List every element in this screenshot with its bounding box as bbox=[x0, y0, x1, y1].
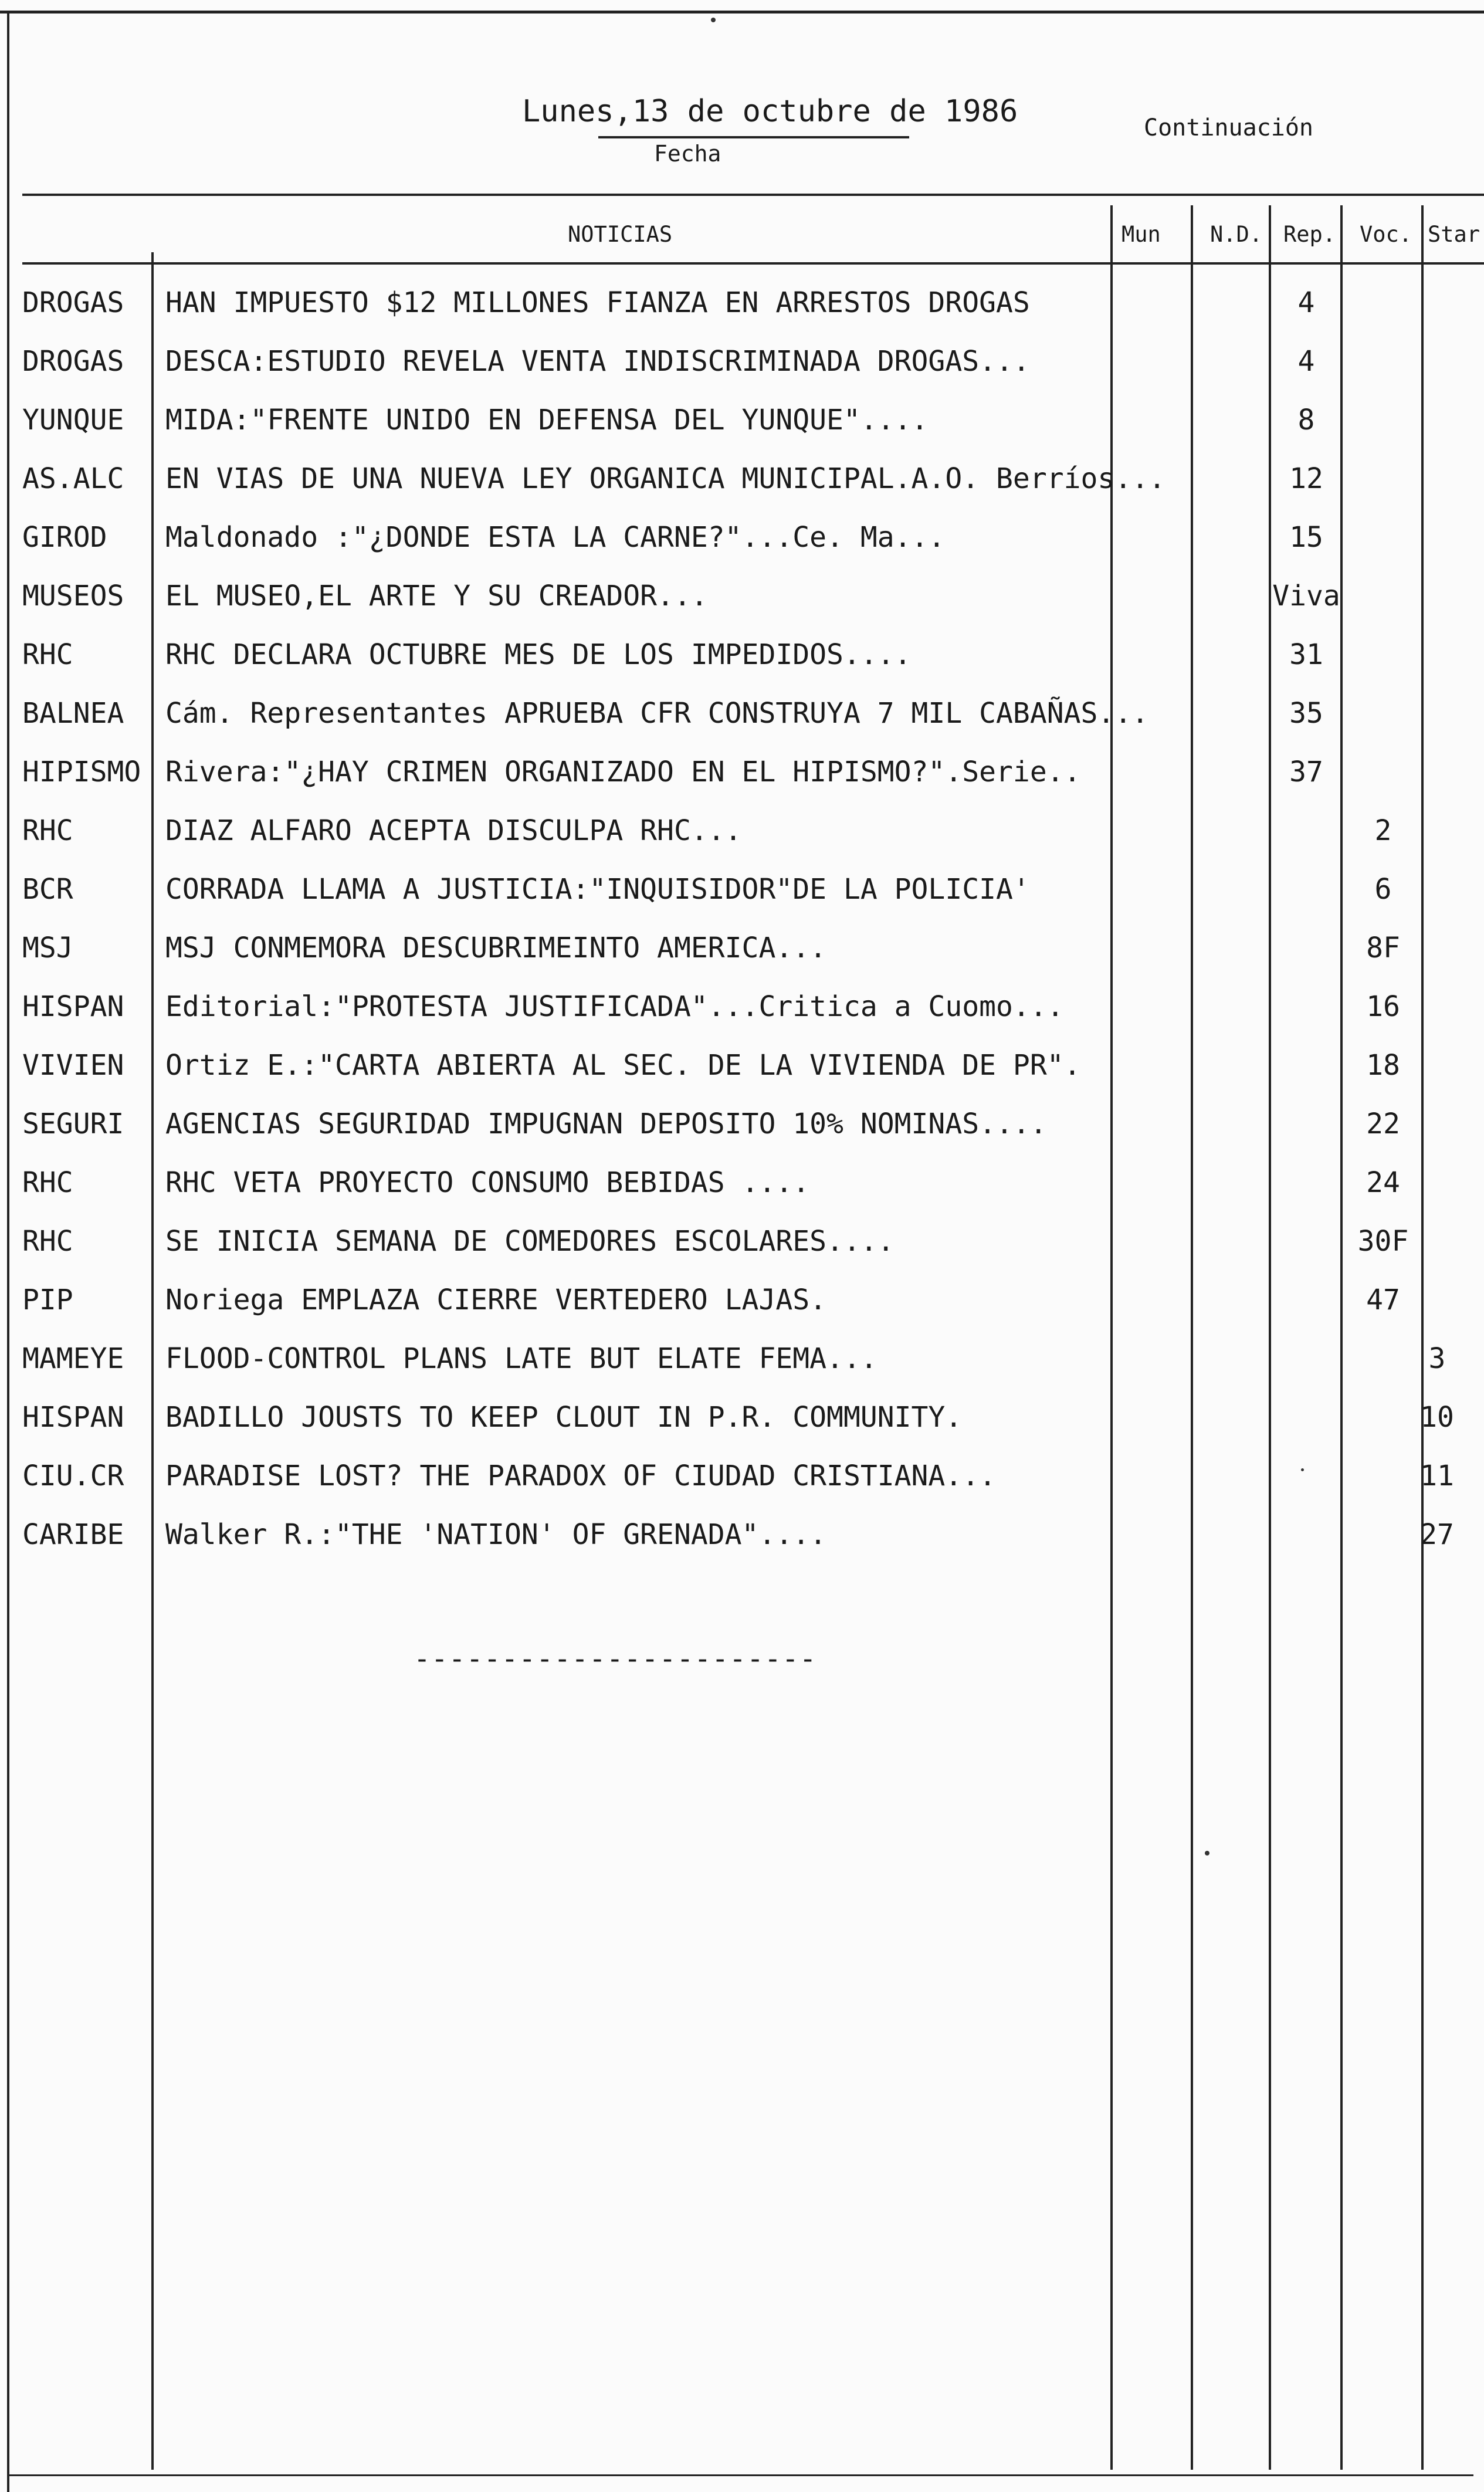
row-section-tag: RHC bbox=[22, 814, 73, 847]
column-header-rep: Rep. bbox=[1283, 222, 1336, 247]
row-page-number: 35 bbox=[1289, 697, 1323, 730]
row-page-number: 31 bbox=[1289, 638, 1323, 671]
row-page-number: 12 bbox=[1289, 462, 1323, 495]
bottom-border bbox=[7, 2474, 1473, 2476]
column-header-star: Star bbox=[1428, 222, 1480, 247]
row-page-number: 8F bbox=[1366, 932, 1400, 964]
row-headline: RHC VETA PROYECTO CONSUMO BEBIDAS .... bbox=[165, 1166, 810, 1199]
row-headline: MSJ CONMEMORA DESCUBRIMEINTO AMERICA... bbox=[165, 932, 827, 964]
row-section-tag: HIPISMO bbox=[22, 756, 141, 788]
column-header-voc: Voc. bbox=[1360, 222, 1412, 247]
row-section-tag: BALNEA bbox=[22, 697, 124, 730]
scan-speck bbox=[711, 18, 716, 22]
column-rule-star bbox=[1421, 205, 1424, 2470]
row-section-tag: PIP bbox=[22, 1284, 73, 1316]
row-page-number: 30F bbox=[1357, 1225, 1409, 1258]
row-page-number: 11 bbox=[1420, 1460, 1454, 1492]
row-page-number: 10 bbox=[1420, 1401, 1454, 1434]
row-section-tag: DROGAS bbox=[22, 345, 124, 378]
end-separator: ----------------------- bbox=[414, 1643, 817, 1675]
row-headline: Maldonado :"¿DONDE ESTA LA CARNE?"...Ce. Ma... bbox=[165, 521, 946, 554]
row-page-number: 24 bbox=[1366, 1166, 1400, 1199]
row-page-number: 6 bbox=[1374, 873, 1392, 906]
date-label: Fecha bbox=[654, 141, 721, 167]
row-page-number: 16 bbox=[1366, 990, 1400, 1023]
top-border bbox=[0, 11, 1484, 13]
row-page-number: 4 bbox=[1297, 286, 1315, 319]
row-page-number: 8 bbox=[1297, 404, 1315, 436]
column-rule-mun bbox=[1110, 205, 1113, 2470]
row-page-number: 22 bbox=[1366, 1108, 1400, 1140]
row-page-number: 4 bbox=[1297, 345, 1315, 378]
row-section-tag: RHC bbox=[22, 1225, 73, 1258]
row-headline: Walker R.:"THE 'NATION' OF GRENADA".... bbox=[165, 1518, 827, 1551]
row-headline: BADILLO JOUSTS TO KEEP CLOUT IN P.R. COMMUNITY. bbox=[165, 1401, 963, 1434]
date-underline bbox=[598, 136, 909, 138]
column-rule-tag bbox=[151, 252, 154, 2470]
row-headline: PARADISE LOST? THE PARADOX OF CIUDAD CRISTIANA... bbox=[165, 1460, 997, 1492]
row-headline: MIDA:"FRENTE UNIDO EN DEFENSA DEL YUNQUE".... bbox=[165, 404, 929, 436]
column-header-mun: Mun bbox=[1122, 222, 1161, 247]
row-page-number: 3 bbox=[1428, 1342, 1446, 1375]
row-section-tag: CARIBE bbox=[22, 1518, 124, 1551]
row-headline: Rivera:"¿HAY CRIMEN ORGANIZADO EN EL HIPISMO?".Serie.. bbox=[165, 756, 1081, 788]
row-section-tag: VIVIEN bbox=[22, 1049, 124, 1082]
row-headline: DESCA:ESTUDIO REVELA VENTA INDISCRIMINADA DROGAS... bbox=[165, 345, 1030, 378]
row-page-number: 47 bbox=[1366, 1284, 1400, 1316]
row-section-tag: YUNQUE bbox=[22, 404, 124, 436]
continuation-label: Continuación bbox=[1144, 114, 1313, 141]
row-headline: AGENCIAS SEGURIDAD IMPUGNAN DEPOSITO 10% NOMINAS.... bbox=[165, 1108, 1047, 1140]
row-section-tag: HISPAN bbox=[22, 990, 124, 1023]
row-section-tag: MSJ bbox=[22, 932, 73, 964]
row-section-tag: RHC bbox=[22, 638, 73, 671]
row-section-tag: GIROD bbox=[22, 521, 107, 554]
row-page-number: 37 bbox=[1289, 756, 1323, 788]
row-headline: RHC DECLARA OCTUBRE MES DE LOS IMPEDIDOS.... bbox=[165, 638, 912, 671]
row-headline: Cám. Representantes APRUEBA CFR CONSTRUYA 7 MIL CABAÑAS... bbox=[165, 697, 1149, 730]
table-header-rule bbox=[22, 262, 1484, 265]
row-section-tag: MAMEYE bbox=[22, 1342, 124, 1375]
row-headline: HAN IMPUESTO $12 MILLONES FIANZA EN ARRESTOS DROGAS bbox=[165, 286, 1030, 319]
row-section-tag: AS.ALC bbox=[22, 462, 124, 495]
scan-speck bbox=[1205, 1851, 1209, 1856]
row-section-tag: MUSEOS bbox=[22, 580, 124, 612]
row-headline: CORRADA LLAMA A JUSTICIA:"INQUISIDOR"DE LA POLICIA' bbox=[165, 873, 1030, 906]
row-section-tag: BCR bbox=[22, 873, 73, 906]
row-headline: EL MUSEO,EL ARTE Y SU CREADOR... bbox=[165, 580, 708, 612]
column-header-nd: N.D. bbox=[1210, 222, 1263, 247]
document-date: Lunes,13 de octubre de 1986 bbox=[522, 94, 1018, 129]
row-headline: EN VIAS DE UNA NUEVA LEY ORGANICA MUNICIPAL.A.O. Berríos... bbox=[165, 462, 1166, 495]
column-rule-nd bbox=[1191, 205, 1193, 2470]
row-page-number: 27 bbox=[1420, 1518, 1454, 1551]
left-border bbox=[7, 11, 9, 2492]
row-headline: SE INICIA SEMANA DE COMEDORES ESCOLARES.... bbox=[165, 1225, 895, 1258]
row-headline: DIAZ ALFARO ACEPTA DISCULPA RHC... bbox=[165, 814, 742, 847]
row-section-tag: SEGURI bbox=[22, 1108, 124, 1140]
row-section-tag: DROGAS bbox=[22, 286, 124, 319]
row-headline: Ortiz E.:"CARTA ABIERTA AL SEC. DE LA VIVIENDA DE PR". bbox=[165, 1049, 1081, 1082]
row-section-tag: RHC bbox=[22, 1166, 73, 1199]
row-headline: Noriega EMPLAZA CIERRE VERTEDERO LAJAS. bbox=[165, 1284, 827, 1316]
row-page-number: 2 bbox=[1374, 814, 1392, 847]
column-header-noticias: NOTICIAS bbox=[568, 222, 673, 247]
row-section-tag: CIU.CR bbox=[22, 1460, 124, 1492]
row-headline: Editorial:"PROTESTA JUSTIFICADA"...Critica a Cuomo... bbox=[165, 990, 1064, 1023]
row-page-number: 18 bbox=[1366, 1049, 1400, 1082]
row-section-tag: HISPAN bbox=[22, 1401, 124, 1434]
row-page-number: 15 bbox=[1289, 521, 1323, 554]
row-page-number: Viva bbox=[1272, 580, 1340, 612]
scan-speck bbox=[1301, 1468, 1304, 1471]
table-top-rule bbox=[22, 194, 1484, 196]
row-headline: FLOOD-CONTROL PLANS LATE BUT ELATE FEMA... bbox=[165, 1342, 877, 1375]
